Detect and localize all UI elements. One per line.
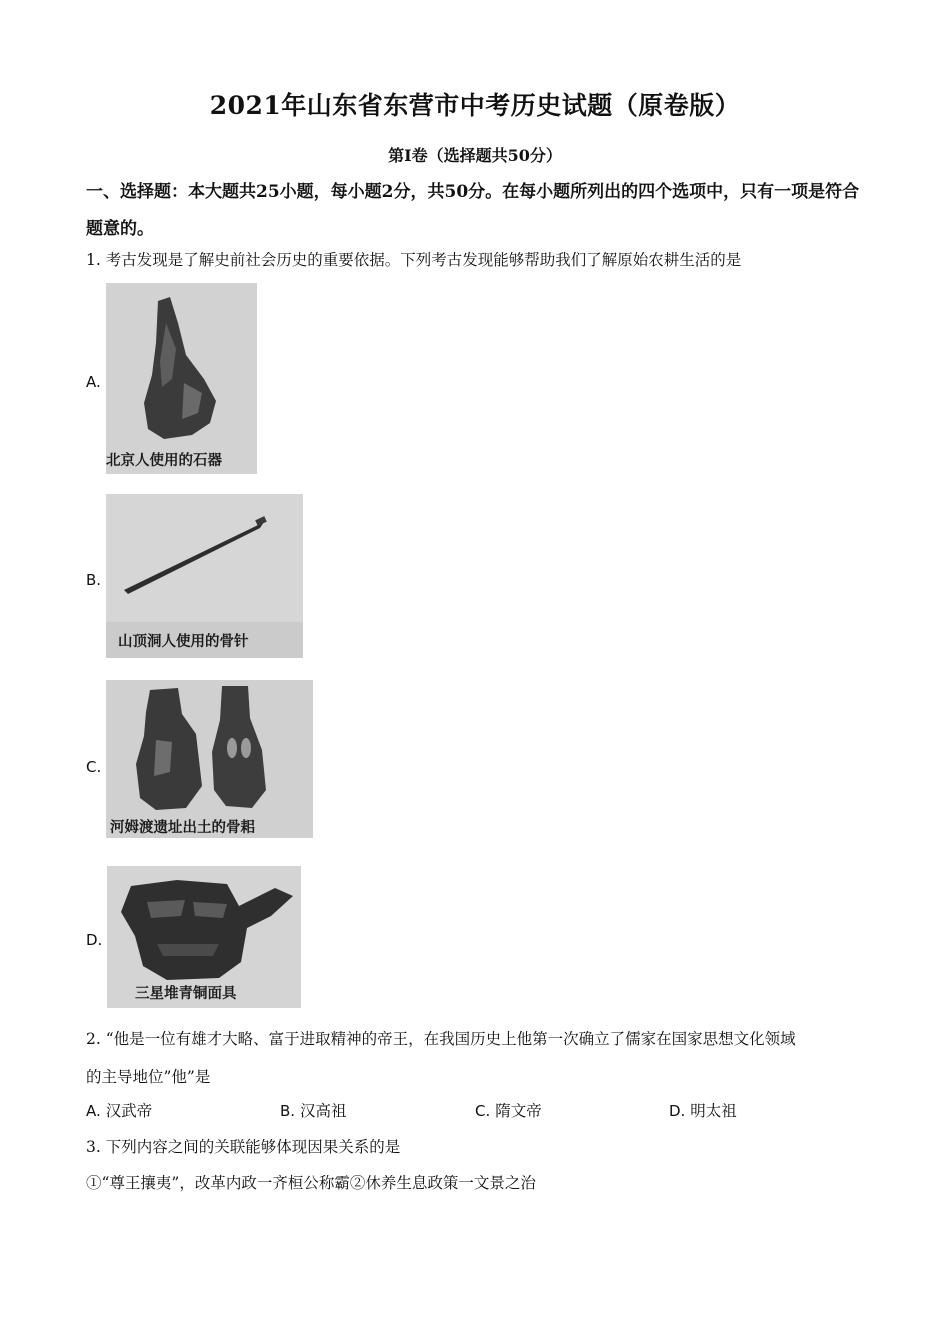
section-subtitle: 第Ⅰ卷（选择题共50分） xyxy=(388,146,562,165)
stone-tool-icon xyxy=(106,283,257,474)
option-a-photo xyxy=(106,283,257,474)
question-2-stem-line2: 的主导地位”他”是 xyxy=(86,1068,211,1086)
question-2-stem-line1: 2. “他是一位有雄才大略、富于进取精神的帝王，在我国历史上他第一次确立了儒家在国家思想文化领域 xyxy=(86,1030,796,1048)
option-b-caption: 山顶洞人使用的骨针 xyxy=(118,634,249,650)
option-c-caption: 河姆渡遗址出土的骨耜 xyxy=(110,820,255,836)
option-b-photo xyxy=(106,494,303,658)
q2-option-d-text: 明太祖 xyxy=(690,1102,737,1120)
bone-spade-icon xyxy=(106,680,313,838)
option-d-caption: 三星堆青铜面具 xyxy=(135,986,237,1002)
q2-option-c-label: C. xyxy=(475,1102,491,1120)
q2-option-c xyxy=(475,1099,542,1121)
option-a-caption: 北京人使用的石器 xyxy=(106,453,222,469)
q2-option-d-label: D. xyxy=(669,1102,686,1120)
q2-option-c-text: 隋文帝 xyxy=(495,1102,542,1120)
option-a-label: A. xyxy=(86,373,101,391)
question-3-stem: 3. 下列内容之间的关联能够体现因果关系的是 xyxy=(86,1138,401,1156)
option-c-label: C. xyxy=(86,758,102,776)
q2-option-b xyxy=(280,1099,347,1121)
option-c-photo xyxy=(106,680,313,838)
q2-option-a-text: 汉武帝 xyxy=(105,1102,153,1120)
q2-option-a-label: A. xyxy=(86,1102,101,1120)
q2-option-b-text: 汉高祖 xyxy=(300,1102,347,1120)
question-1-stem: 1. 考古发现是了解史前社会历史的重要依据。下列考古发现能够帮助我们了解原始农耕生活的是 xyxy=(86,251,742,269)
option-d-label: D. xyxy=(86,931,103,949)
section-heading: 一、选择题：本大题共25小题，每小题2分，共50分。在每小题所列出的四个选项中，只有一项是符合题意的。 xyxy=(86,182,860,239)
page-title: 2021年山东省东营市中考历史试题（原卷版） xyxy=(209,91,741,120)
option-b-label: B. xyxy=(86,571,102,589)
option-d-photo xyxy=(107,866,301,1008)
q2-option-a xyxy=(86,1099,152,1121)
q2-option-d xyxy=(669,1099,737,1121)
question-3-line1: ①“尊王攘夷”，改革内政一齐桓公称霸②休养生息政策一文景之治 xyxy=(86,1174,536,1192)
q2-option-b-label: B. xyxy=(280,1102,296,1120)
